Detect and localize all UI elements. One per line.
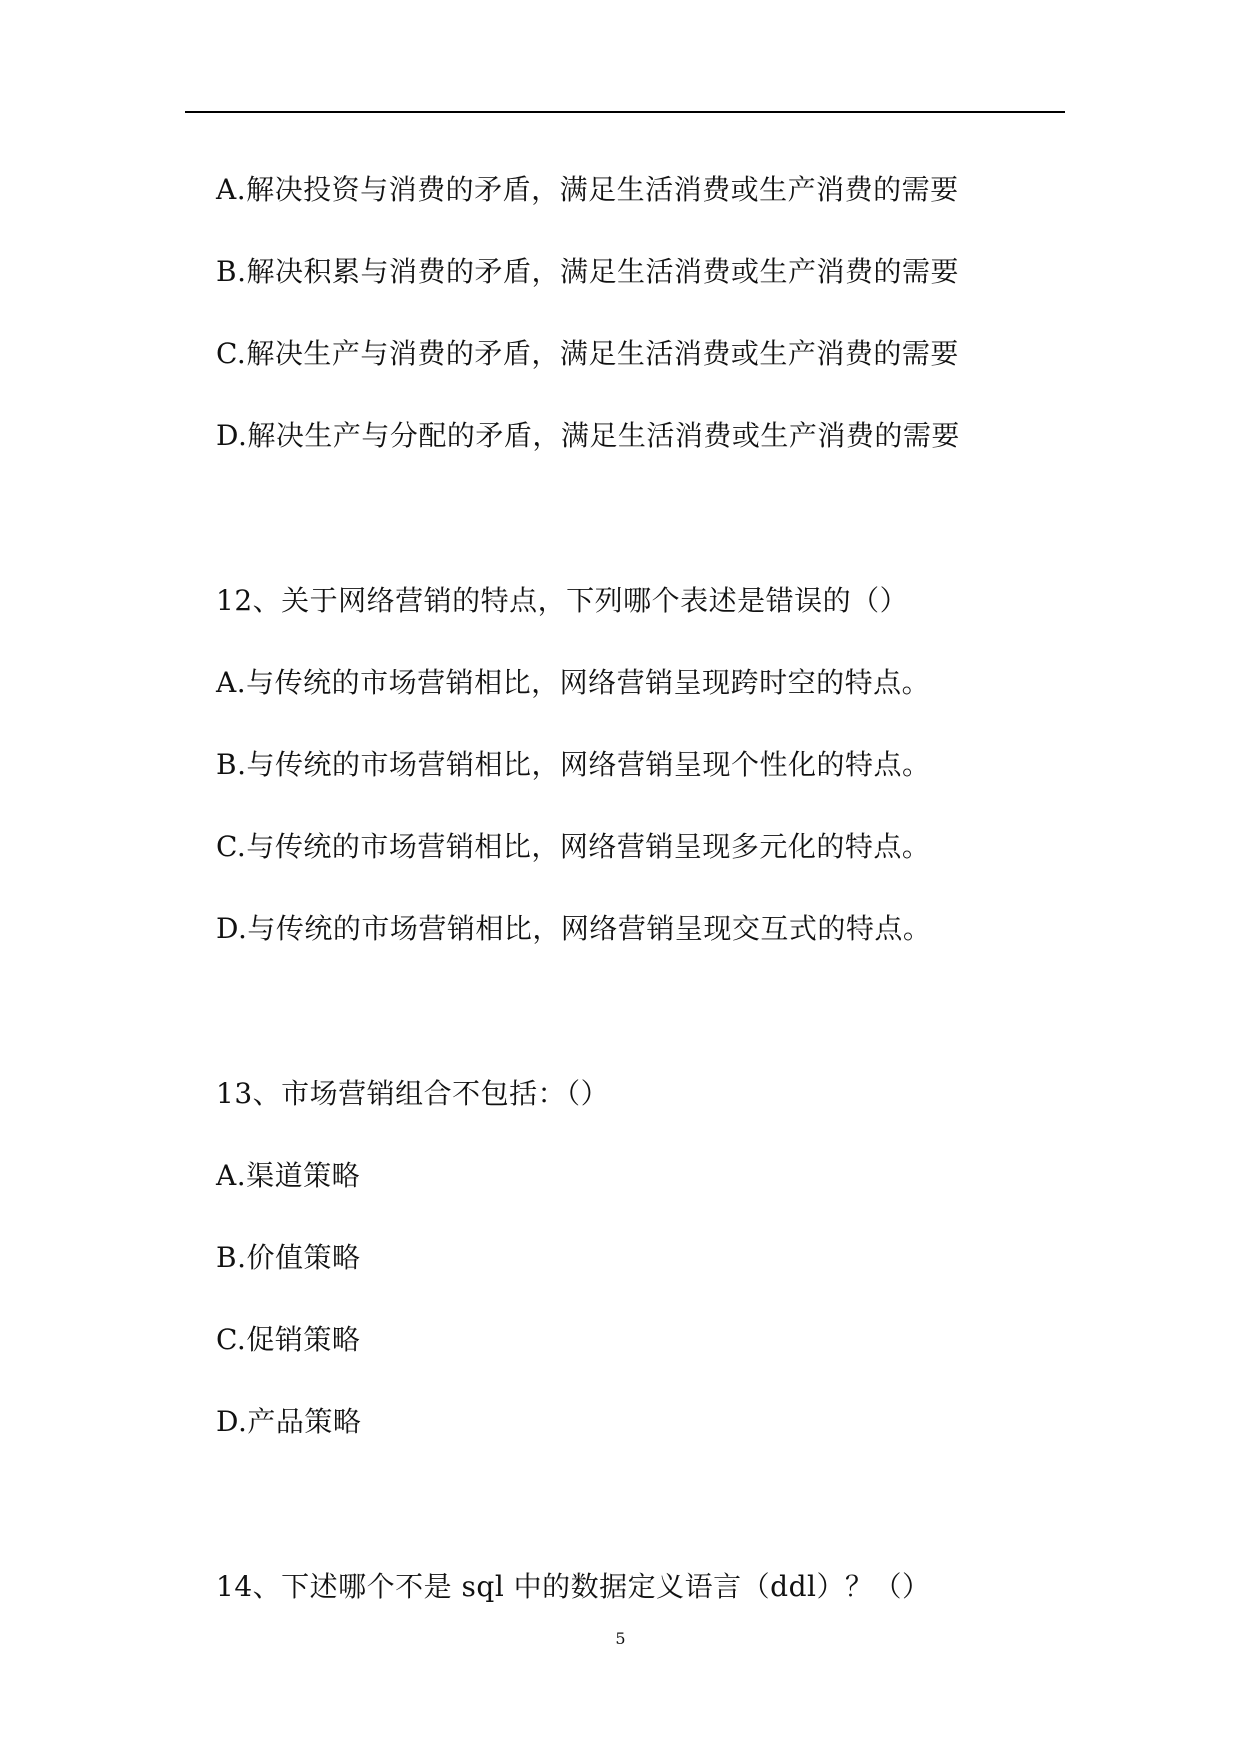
q13-option-a: A.渠道策略 <box>216 1159 361 1192</box>
q14-question: 14、下述哪个不是 sql 中的数据定义语言（ddl）？（） <box>216 1570 931 1603</box>
page-number: 5 <box>615 1629 626 1648</box>
q12-question: 12、关于网络营销的特点，下列哪个表述是错误的（） <box>216 584 909 617</box>
q11-option-b: B.解决积累与消费的矛盾，满足生活消费或生产消费的需要 <box>216 255 959 288</box>
q12-option-c: C.与传统的市场营销相比，网络营销呈现多元化的特点。 <box>216 830 931 863</box>
q12-option-a: A.与传统的市场营销相比，网络营销呈现跨时空的特点。 <box>216 666 931 699</box>
q11-option-c: C.解决生产与消费的矛盾，满足生活消费或生产消费的需要 <box>216 337 959 370</box>
q12-option-d: D.与传统的市场营销相比，网络营销呈现交互式的特点。 <box>216 912 932 945</box>
q12-option-b: B.与传统的市场营销相比，网络营销呈现个性化的特点。 <box>216 748 931 781</box>
q13-question: 13、市场营销组合不包括：（） <box>216 1077 610 1110</box>
header-rule <box>185 111 1065 113</box>
q11-option-d: D.解决生产与分配的矛盾，满足生活消费或生产消费的需要 <box>216 419 960 452</box>
q13-option-c: C.促销策略 <box>216 1323 361 1356</box>
q11-option-a: A.解决投资与消费的矛盾，满足生活消费或生产消费的需要 <box>216 173 959 206</box>
q13-option-b: B.价值策略 <box>216 1241 361 1274</box>
q13-option-d: D.产品策略 <box>216 1405 362 1438</box>
